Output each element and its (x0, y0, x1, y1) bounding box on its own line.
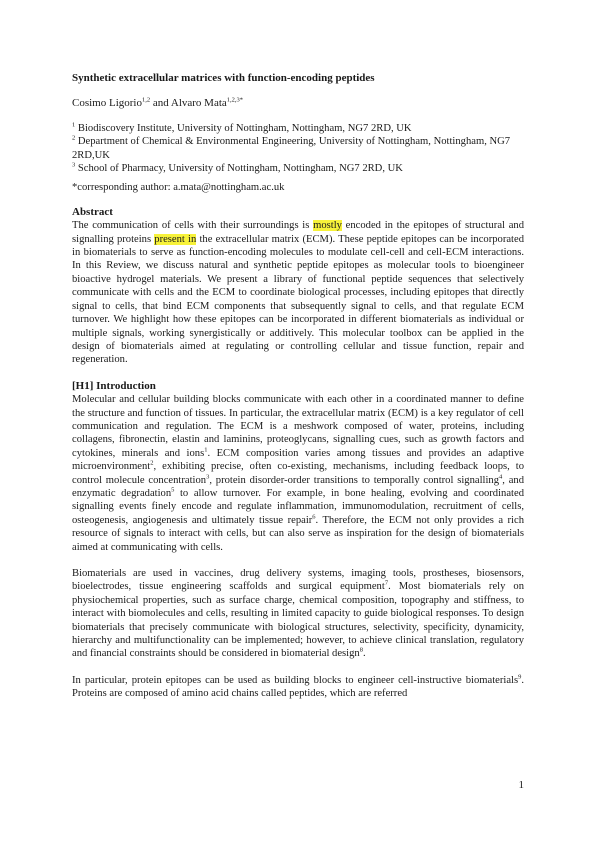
affiliation-list (72, 122, 524, 176)
section-heading: [H1] Introduction (72, 379, 156, 392)
author-affiliation-marker: 1,2,3* (226, 96, 244, 104)
citation-marker: 9 (518, 673, 522, 681)
citation-marker: 5 (171, 486, 175, 494)
page-content (72, 72, 524, 701)
text-run: , and enzymatic degradation (72, 474, 525, 499)
citation-marker: 7 (384, 579, 389, 587)
text-run: In particular, protein epitopes can be used as building blocks to engineer cell-instructive biomaterials (72, 674, 519, 686)
citation-marker: 1 (204, 446, 208, 454)
text-run: . ECM composition varies among tissues and provides an adaptive microenvironment (72, 447, 524, 473)
text-run: . Most biomaterials rely on physiochemical properties, such as surface charge, chemical composition, topography and stiffness, to interact with biomolecules and cells, resulting in limited capacity to guide biological responses. To design biomaterials that precisely communicate with biological structures, selectivity, specificity, dynamicity, hierarchy and multifunctionality can be implemented; however, to achieve clinical translation, regulatory and financial constraints should be considered in biomaterial design (72, 581, 525, 660)
text-run: Biomaterials are used in vaccines, drug delivery systems, imaging tools, prostheses, biosensors, bioelectrodes, tissue engineering scaffolds and surgical equipment (72, 568, 524, 593)
text-run: . (362, 648, 366, 660)
citation-marker: 2 (150, 459, 154, 467)
text-run: The communication of cells with their surroundings is (72, 220, 314, 232)
affiliation (72, 122, 524, 135)
author-name: Cosimo Ligorio (72, 97, 142, 110)
citation-marker: 3 (206, 473, 210, 481)
text-run: to allow turnover. For example, in bone healing, evolving and coordinated signalling events finely encode and regulate inflammation, immunomodulation, recruitment of cells, osteogenesis, angiogenesis and ultimately tissue repair (72, 487, 524, 526)
affiliation-text: Biodiscovery Institute, University of Nottingham, Nottingham, NG7 2RD, UK (75, 122, 412, 134)
author-affiliation-marker: 1,2 (141, 96, 151, 104)
affiliation-marker: 3 (72, 161, 76, 169)
author-name: Alvaro Mata (170, 97, 227, 110)
text-run: , exhibiting precise, often co-existing, mechanisms, including feedback loops, to control molecule concentration (72, 461, 524, 486)
affiliation (72, 162, 524, 175)
citation-marker: 4 (499, 473, 503, 481)
highlighted-text: mostly (313, 220, 342, 232)
text-run: encoded in the epitopes of structural and signalling proteins (72, 220, 524, 245)
body-paragraph (72, 393, 524, 554)
affiliation (72, 135, 524, 162)
citation-marker: 6 (312, 513, 316, 521)
page-number: 1 (518, 779, 524, 791)
body-paragraph (72, 567, 524, 661)
body-paragraph (72, 674, 524, 701)
affiliation-text: School of Pharmacy, University of Nottingham, Nottingham, NG7 2RD, UK (75, 163, 403, 175)
abstract-heading: Abstract (72, 205, 113, 218)
author-conjunction: and (150, 97, 171, 110)
affiliation-marker: 1 (72, 121, 76, 129)
paper-title: Synthetic extracellular matrices with function-encoding peptides (72, 72, 375, 84)
author-line (72, 97, 524, 110)
text-run: Molecular and cellular building blocks communicate with each other in a coordinated manner to define the structure and function of tissues. In particular, the extracellular matrix (ECM) is a key regulator of cell communication and regulation. The ECM is a meshwork composed of water, proteins, including collagens, fibronectin, elastin and laminins, proteoglycans, signalling cues, such as growth factors and cytokines, minerals and ions (72, 394, 524, 459)
affiliation-text: Department of Chemical & Environmental Engineering, University of Nottingham, Nottingham, NG7 2RD,UK (72, 136, 511, 161)
abstract-paragraph (72, 219, 524, 366)
highlighted-text: present in (154, 233, 197, 245)
affiliation-marker: 2 (72, 134, 76, 142)
citation-marker: 8 (359, 646, 363, 654)
corresponding-author: *corresponding author: a.mata@nottingham.ac.uk (72, 182, 285, 194)
text-run: the extracellular matrix (ECM). These peptide epitopes can be incorporated in biomaterials to serve as function-encoding molecules to modulate cell-cell and cell-ECM interactions. In this Review, we discuss natural and synthetic peptide epitopes as molecular tools to bioengineer bioactive hydrogel materials. We present a library of functional peptide sequences that selectively communicate with cells and the ECM to coordinate biological processes, including epitopes that directly signal to cells, that bind ECM components that subsequently signal to cells, and that regulate ECM turnover. We highlight how these epitopes can be incorporated in different biomaterials as individual or multiple signals, working synergistically or additively. This molecular toolbox can be applied in the design of biomaterials aimed at regulating or controlling cellular and tissue function, repair and regeneration. (72, 233, 525, 366)
text-run: . Therefore, the ECM not only provides a rich resource of signals to interact with cells, but can also serve as inspiration for the design of biomaterials aimed at communicating with cells. (72, 514, 524, 553)
text-run: . Proteins are composed of amino acid chains called peptides, which are referred (72, 674, 524, 700)
text-run: , protein disorder-order transitions to temporally control signalling (209, 474, 500, 486)
